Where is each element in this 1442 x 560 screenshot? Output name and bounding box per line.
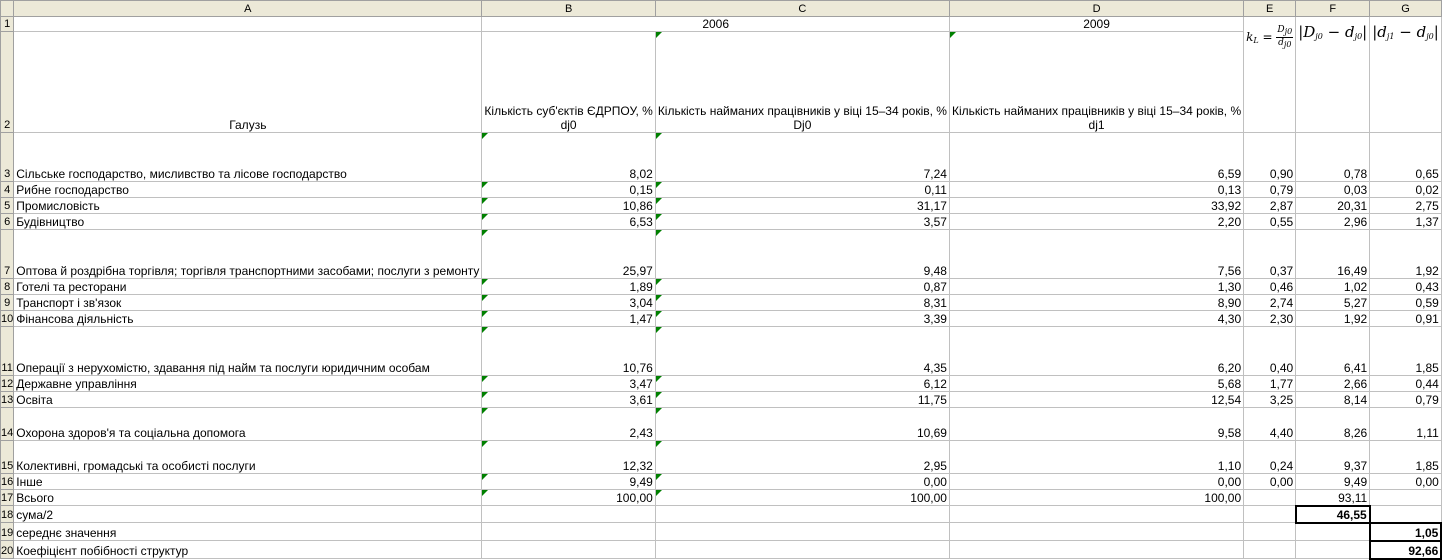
mean-label[interactable]: середнє значення	[14, 523, 482, 541]
empty-c[interactable]	[655, 523, 949, 541]
industry-name[interactable]: Рибне господарство	[14, 182, 482, 198]
value-e[interactable]: 0,79	[1244, 182, 1296, 198]
value-g[interactable]: 1,85	[1370, 441, 1442, 474]
value-c[interactable]: 3,57	[655, 214, 949, 230]
value-f[interactable]: 2,66	[1296, 376, 1370, 392]
similarity-label[interactable]: Коефіцієнт побібності структур	[14, 541, 482, 559]
row-header[interactable]: 10	[1, 311, 14, 327]
value-b[interactable]: 1,89	[482, 279, 655, 295]
value-c[interactable]: 7,24	[655, 133, 949, 182]
value-c[interactable]: 3,39	[655, 311, 949, 327]
value-f[interactable]: 5,27	[1296, 295, 1370, 311]
value-g[interactable]: 1,85	[1370, 327, 1442, 376]
row-header[interactable]: 2	[1, 32, 14, 133]
value-d[interactable]: 4,30	[949, 311, 1243, 327]
column-header-b[interactable]: B	[482, 1, 655, 17]
column-header-c[interactable]: C	[655, 1, 949, 17]
value-d[interactable]: 1,10	[949, 441, 1243, 474]
industry-name[interactable]: Промисловість	[14, 198, 482, 214]
empty-d[interactable]	[949, 523, 1243, 541]
value-e[interactable]: 2,30	[1244, 311, 1296, 327]
industry-name[interactable]: Сільське господарство, мисливство та лісове господарство	[14, 133, 482, 182]
value-f[interactable]: 2,96	[1296, 214, 1370, 230]
similarity-value[interactable]: 92,66	[1370, 541, 1442, 559]
value-e[interactable]: 1,77	[1244, 376, 1296, 392]
value-f[interactable]: 1,92	[1296, 311, 1370, 327]
header-col-d-text: Кількість найманих працівників у віці 15–34 років, %	[951, 104, 1242, 118]
column-header-d[interactable]: D	[949, 1, 1243, 17]
value-d[interactable]: 0,00	[949, 474, 1243, 490]
row-header[interactable]: 12	[1, 376, 14, 392]
header-galuz[interactable]: Галузь	[14, 32, 482, 133]
value-d[interactable]: 5,68	[949, 376, 1243, 392]
value-e[interactable]: 3,25	[1244, 392, 1296, 408]
value-c[interactable]: 0,00	[655, 474, 949, 490]
value-g[interactable]: 0,91	[1370, 311, 1442, 327]
formula-kl-cell[interactable]	[1244, 17, 1296, 133]
total-b[interactable]: 100,00	[482, 490, 655, 506]
industry-name[interactable]: Готелі та ресторани	[14, 279, 482, 295]
row-header[interactable]: 13	[1, 392, 14, 408]
value-c[interactable]: 11,75	[655, 392, 949, 408]
row-header[interactable]: 7	[1, 230, 14, 279]
empty-e[interactable]	[1244, 523, 1296, 541]
value-e[interactable]: 0,55	[1244, 214, 1296, 230]
empty-d[interactable]	[949, 541, 1243, 559]
empty-b[interactable]	[482, 541, 655, 559]
value-g[interactable]: 2,75	[1370, 198, 1442, 214]
header-col-c-var: Dj0	[793, 118, 812, 132]
value-e[interactable]: 0,24	[1244, 441, 1296, 474]
year-2006-cell[interactable]: 2006	[482, 17, 950, 32]
row-header[interactable]: 18	[1, 506, 14, 523]
value-d[interactable]: 1,30	[949, 279, 1243, 295]
value-c[interactable]: 6,12	[655, 376, 949, 392]
value-g[interactable]: 0,59	[1370, 295, 1442, 311]
value-b[interactable]: 3,47	[482, 376, 655, 392]
year-2009-cell[interactable]: 2009	[949, 17, 1243, 32]
value-f[interactable]: 20,31	[1296, 198, 1370, 214]
empty-e[interactable]	[1244, 506, 1296, 523]
value-d[interactable]: 6,20	[949, 327, 1243, 376]
header-col-b-var: dj0	[560, 118, 577, 132]
value-b[interactable]: 0,15	[482, 182, 655, 198]
formula-abs-dj1: $|d_{j1} - d_{j0}|$	[1372, 23, 1439, 41]
formula-kl: $k_L$ = $\frac{Dj0}{dj0}$	[1246, 25, 1293, 49]
empty-d[interactable]	[949, 506, 1243, 523]
row-header[interactable]: 6	[1, 214, 14, 230]
value-g[interactable]: 0,44	[1370, 376, 1442, 392]
value-c[interactable]: 0,87	[655, 279, 949, 295]
value-f[interactable]: 16,49	[1296, 230, 1370, 279]
total-label[interactable]: Всього	[14, 490, 482, 506]
empty-e[interactable]	[1244, 490, 1296, 506]
empty-f[interactable]	[1296, 541, 1370, 559]
value-g[interactable]: 0,79	[1370, 392, 1442, 408]
header-col-b[interactable]	[482, 32, 655, 133]
row-header[interactable]: 14	[1, 408, 14, 441]
value-g[interactable]: 1,92	[1370, 230, 1442, 279]
value-b[interactable]: 12,32	[482, 441, 655, 474]
value-f[interactable]: 8,26	[1296, 408, 1370, 441]
value-b[interactable]: 1,47	[482, 311, 655, 327]
row-header[interactable]: 11	[1, 327, 14, 376]
row-header[interactable]: 15	[1, 441, 14, 474]
value-f[interactable]: 0,78	[1296, 133, 1370, 182]
value-d[interactable]: 7,56	[949, 230, 1243, 279]
total-d[interactable]: 100,00	[949, 490, 1243, 506]
value-e[interactable]: 0,00	[1244, 474, 1296, 490]
industry-name[interactable]: Операції з нерухомістю, здавання під найм та послуги юридичним особам	[14, 327, 482, 376]
value-f[interactable]: 9,49	[1296, 474, 1370, 490]
value-c[interactable]: 9,48	[655, 230, 949, 279]
column-header-e[interactable]: E	[1244, 1, 1296, 17]
empty-g[interactable]	[1370, 506, 1442, 523]
value-b[interactable]: 9,49	[482, 474, 655, 490]
value-f[interactable]: 1,02	[1296, 279, 1370, 295]
value-b[interactable]: 3,61	[482, 392, 655, 408]
column-header-f[interactable]: F	[1296, 1, 1370, 17]
industry-name[interactable]: Інше	[14, 474, 482, 490]
row-header[interactable]: 9	[1, 295, 14, 311]
value-g[interactable]: 1,37	[1370, 214, 1442, 230]
value-g[interactable]: 0,02	[1370, 182, 1442, 198]
value-d[interactable]: 33,92	[949, 198, 1243, 214]
header-col-d[interactable]	[949, 32, 1243, 133]
empty-e[interactable]	[1244, 541, 1296, 559]
value-b[interactable]: 8,02	[482, 133, 655, 182]
value-e[interactable]: 4,40	[1244, 408, 1296, 441]
empty-c[interactable]	[655, 506, 949, 523]
formula-abs-dj0: $|D_{j0} - d_{j0}|$	[1298, 23, 1368, 41]
header-col-b-text: Кількість суб'єктів ЄДРПОУ, %	[484, 104, 653, 118]
empty-b[interactable]	[482, 506, 655, 523]
total-f[interactable]: 93,11	[1296, 490, 1370, 506]
value-e[interactable]: 0,37	[1244, 230, 1296, 279]
value-g[interactable]: 0,65	[1370, 133, 1442, 182]
mean-value[interactable]: 1,05	[1370, 523, 1442, 541]
value-f[interactable]: 8,14	[1296, 392, 1370, 408]
value-d[interactable]: 9,58	[949, 408, 1243, 441]
value-d[interactable]: 12,54	[949, 392, 1243, 408]
suma-value[interactable]: 46,55	[1296, 506, 1370, 523]
industry-name[interactable]: Оптова й роздрібна торгівля; торгівля транспортними засобами; послуги з ремонту	[14, 230, 482, 279]
value-e[interactable]: 2,74	[1244, 295, 1296, 311]
value-c[interactable]: 4,35	[655, 327, 949, 376]
value-d[interactable]: 0,13	[949, 182, 1243, 198]
empty-f[interactable]	[1296, 523, 1370, 541]
industry-name[interactable]: Транспорт і зв'язок	[14, 295, 482, 311]
value-c[interactable]: 2,95	[655, 441, 949, 474]
row-header[interactable]: 8	[1, 279, 14, 295]
header-col-c-text: Кількість найманих працівників у віці 15–34 років, %	[657, 104, 947, 118]
empty-b[interactable]	[482, 523, 655, 541]
industry-name[interactable]: Освіта	[14, 392, 482, 408]
value-b[interactable]: 10,86	[482, 198, 655, 214]
suma-label[interactable]: сума/2	[14, 506, 482, 523]
row-header[interactable]: 19	[1, 523, 14, 541]
industry-name[interactable]: Фінансова діяльність	[14, 311, 482, 327]
value-d[interactable]: 6,59	[949, 133, 1243, 182]
formula-abs-dj1-cell[interactable]	[1370, 17, 1442, 133]
formula-abs-dj0-cell[interactable]	[1296, 17, 1370, 133]
value-c[interactable]: 10,69	[655, 408, 949, 441]
row-header[interactable]: 1	[1, 17, 14, 32]
row-header[interactable]: 16	[1, 474, 14, 490]
value-g[interactable]: 1,11	[1370, 408, 1442, 441]
cell-a1[interactable]	[14, 17, 482, 32]
value-e[interactable]: 2,87	[1244, 198, 1296, 214]
total-c[interactable]: 100,00	[655, 490, 949, 506]
industry-name[interactable]: Будівництво	[14, 214, 482, 230]
header-col-d-var: dj1	[1088, 118, 1105, 132]
industry-name[interactable]: Колективні, громадські та особисті послуги	[14, 441, 482, 474]
column-header-g[interactable]: G	[1370, 1, 1442, 17]
value-c[interactable]: 31,17	[655, 198, 949, 214]
row-header[interactable]: 5	[1, 198, 14, 214]
value-b[interactable]: 25,97	[482, 230, 655, 279]
value-f[interactable]: 9,37	[1296, 441, 1370, 474]
empty-g[interactable]	[1370, 490, 1442, 506]
value-e[interactable]: 0,40	[1244, 327, 1296, 376]
value-c[interactable]: 0,11	[655, 182, 949, 198]
industry-name[interactable]: Державне управління	[14, 376, 482, 392]
value-f[interactable]: 0,03	[1296, 182, 1370, 198]
industry-name[interactable]: Охорона здоров'я та соціальна допомога	[14, 408, 482, 441]
value-e[interactable]: 0,90	[1244, 133, 1296, 182]
value-d[interactable]: 8,90	[949, 295, 1243, 311]
value-c[interactable]: 8,31	[655, 295, 949, 311]
empty-c[interactable]	[655, 541, 949, 559]
value-g[interactable]: 0,00	[1370, 474, 1442, 490]
row-header[interactable]: 20	[1, 541, 14, 559]
column-header-a[interactable]: A	[14, 1, 482, 17]
value-b[interactable]: 3,04	[482, 295, 655, 311]
value-d[interactable]: 2,20	[949, 214, 1243, 230]
header-col-c[interactable]	[655, 32, 949, 133]
value-g[interactable]: 0,43	[1370, 279, 1442, 295]
select-all-corner[interactable]	[1, 1, 14, 17]
value-e[interactable]: 0,46	[1244, 279, 1296, 295]
value-b[interactable]: 6,53	[482, 214, 655, 230]
value-f[interactable]: 6,41	[1296, 327, 1370, 376]
value-b[interactable]: 2,43	[482, 408, 655, 441]
value-b[interactable]: 10,76	[482, 327, 655, 376]
row-header[interactable]: 4	[1, 182, 14, 198]
row-header[interactable]: 17	[1, 490, 14, 506]
row-header[interactable]: 3	[1, 133, 14, 182]
